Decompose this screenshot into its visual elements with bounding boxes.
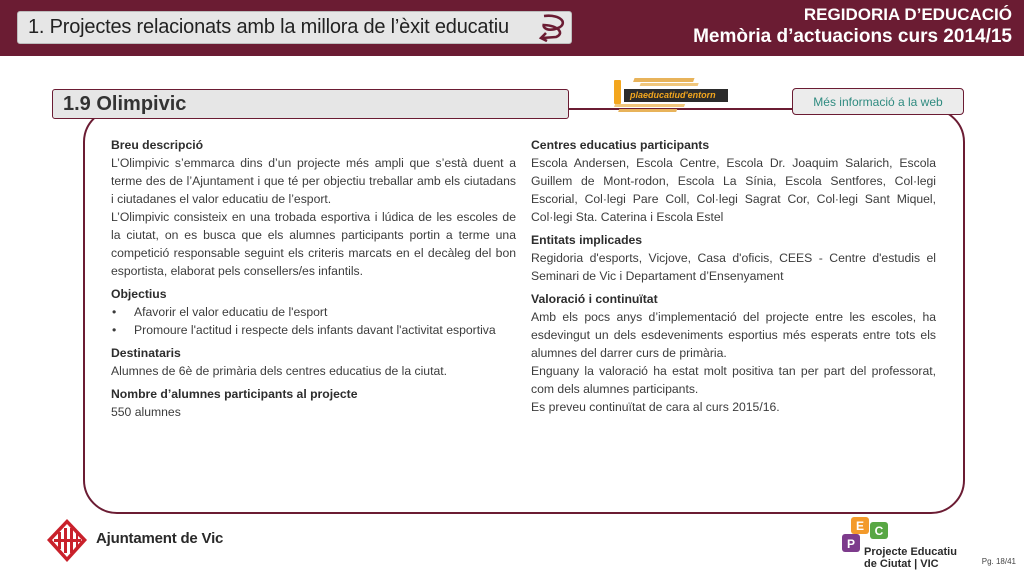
valuation-heading: Valoració i continuïtat xyxy=(531,292,658,306)
bullet: • xyxy=(112,323,117,337)
objective-text: Afavorir el valor educatiu de l'esport xyxy=(134,305,328,319)
objectives-list xyxy=(111,303,516,339)
pec-letter-e: E xyxy=(855,519,865,533)
section-title-box xyxy=(17,11,572,44)
entities-heading: Entitats implicades xyxy=(531,233,643,247)
centres-text: Escola Andersen, Escola Centre, Escola Dr. Joaquim Salarich, Escola Guillem de Mont-rodon, Escola La Sínia, Escola Sentfores, Col·legi Escorial, Col·legi Pare Coll, Col·legi Sagrat Cor, Col·legi Sant Miquel, Col·legi Sta. Caterina i Escola Estel xyxy=(531,156,936,224)
description-paragraph: L’Olimpivic consisteix en una trobada esportiva i lúdica de les escoles de la ciutat, on es busca que els alumnes participants portin a terme una competició responsable seguint els criteris marcats en el decàleg del bon esportista, elaborat pels consellers/es infantils. xyxy=(111,210,516,278)
section-title: 1. Projectes relacionats amb la millora de l’èxit educatiu xyxy=(28,16,509,38)
more-info-box[interactable] xyxy=(792,88,964,115)
list-item xyxy=(111,303,516,321)
more-info-link[interactable]: Més informació a la web xyxy=(813,94,943,109)
pec-letter-p: P xyxy=(846,537,856,551)
participants-count-heading: Nombre d’alumnes participants al projecte xyxy=(111,387,358,401)
entities-text: Regidoria d'esports, Vicjove, Casa d'oficis, CEES - Centre d'estudis el Seminari de Vic i Departament d’Ensenyament xyxy=(531,251,936,283)
vic-crest-icon xyxy=(45,518,89,563)
valuation-paragraph: Es preveu continuïtat de cara al curs 2015/16. xyxy=(531,400,780,414)
pec-line-2: de Ciutat | VIC xyxy=(864,558,939,570)
report-title: Memòria d’actuacions curs 2014/15 xyxy=(693,26,1012,47)
pec-letter-c: C xyxy=(874,524,884,538)
pec-line-1: Projecte Educatiu xyxy=(864,546,957,558)
valuation-paragraph: Enguany la valoració ha estat molt positiva tan per part del professorat, com dels alumnes participants. xyxy=(531,364,936,396)
pla-logo-text: plaeducatiud'entorn xyxy=(624,89,728,102)
participants-count: 550 alumnes xyxy=(111,405,181,419)
objective-text: Promoure l'actitud i respecte dels infants davant l'activitat esportiva xyxy=(134,323,496,337)
audience-heading: Destinataris xyxy=(111,346,181,360)
bullet: • xyxy=(112,305,117,319)
objectives-heading: Objectius xyxy=(111,287,167,301)
valuation-paragraph: Amb els pocs anys d’implementació del projecte entre les escoles, ha esdevingut un dels esdeveniments esportius més esperats entre tots els alumnes del darrer curs de primària. xyxy=(531,310,936,360)
pec-name xyxy=(864,546,957,570)
left-column xyxy=(111,136,516,421)
org-name: REGIDORIA D’EDUCACIÓ xyxy=(803,5,1012,24)
audience-text: Alumnes de 6è de primària dels centres educatius de la ciutat. xyxy=(111,364,448,378)
subsection-title: 1.9 Olimpivic xyxy=(63,92,187,115)
city-council-name: Ajuntament de Vic xyxy=(96,530,224,547)
page-number: Pg. 18/41 xyxy=(981,557,1016,566)
centres-heading: Centres educatius participants xyxy=(531,138,710,152)
header-right xyxy=(693,5,1012,49)
pla-educatiu-logo xyxy=(614,74,734,116)
description-paragraph: L’Olimpivic s’emmarca dins d’un projecte més ampli que s’està duent a terme des de l’Ajuntament i que té per objectiu treballar amb els ciutadans i ciutadanes el valor educatiu de l’esport. xyxy=(111,156,516,206)
right-column xyxy=(531,136,936,416)
subsection-box xyxy=(52,89,569,119)
return-arrow-icon[interactable] xyxy=(534,12,570,42)
list-item xyxy=(111,321,516,339)
description-heading: Breu descripció xyxy=(111,138,204,152)
